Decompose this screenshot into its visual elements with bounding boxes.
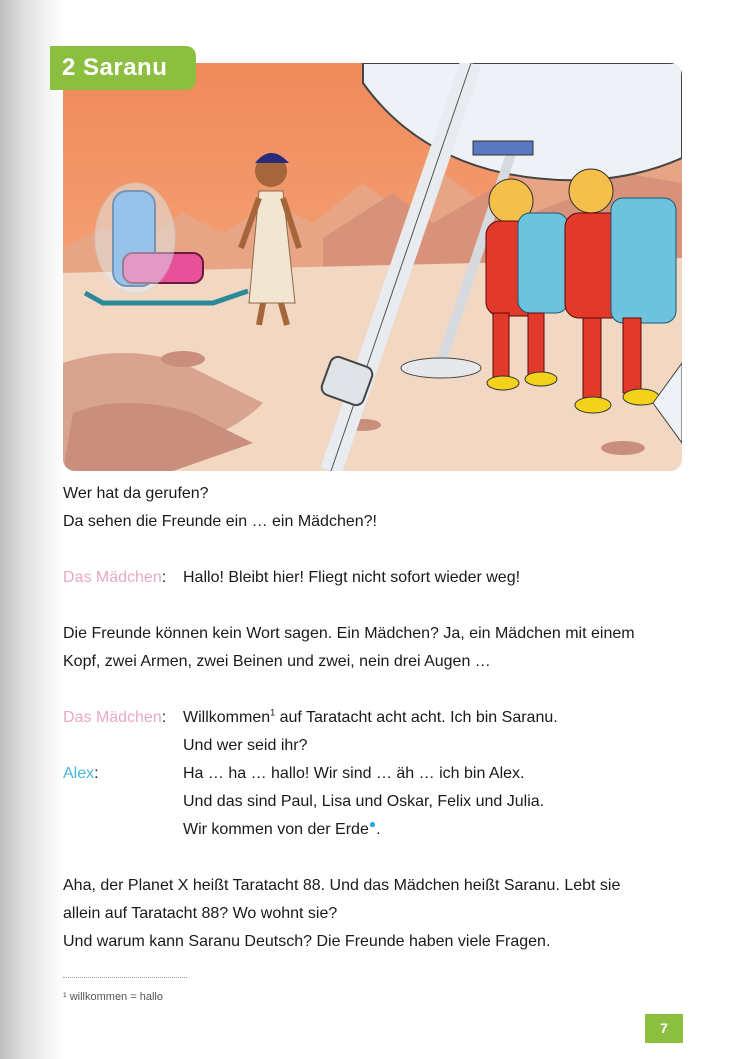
- paragraph-3: [63, 872, 620, 956]
- dialogue-block-2: [63, 704, 683, 844]
- dialogue-girl-1: [63, 564, 683, 592]
- speaker-label: Das Mädchen: [63, 569, 162, 586]
- page-gutter-shadow: [0, 0, 64, 1059]
- footnote: ¹ willkommen = hallo: [63, 991, 163, 1003]
- text-line: Kopf, zwei Armen, zwei Beinen und zwei, nein drei Augen …: [63, 653, 491, 670]
- footnote-divider: [63, 977, 187, 978]
- text-line: Die Freunde können kein Wort sagen. Ein Mädchen? Ja, ein Mädchen mit einem: [63, 625, 635, 642]
- text-line: Aha, der Planet X heißt Taratacht 88. Und das Mädchen heißt Saranu. Lebt sie: [63, 877, 621, 894]
- paragraph-2: [63, 620, 635, 676]
- glossary-marker-icon: ●: [368, 817, 377, 831]
- text-line: Da sehen die Freunde ein … ein Mädchen?!: [63, 513, 377, 530]
- footnote-ref: 1: [270, 707, 276, 718]
- speaker-colon: :: [161, 569, 167, 586]
- dialogue-line: Wir kommen von der Erde●.: [183, 817, 381, 838]
- speaker-colon: :: [161, 709, 167, 726]
- text-line: Und warum kann Saranu Deutsch? Die Freunde haben viele Fragen.: [63, 933, 551, 950]
- text-line: allein auf Taratacht 88? Wo wohnt sie?: [63, 905, 338, 922]
- speaker-colon: :: [94, 765, 99, 782]
- chapter-heading: 2 Saranu: [50, 46, 196, 90]
- speaker-label: Alex: [63, 765, 95, 782]
- speaker-label: Das Mädchen: [63, 709, 162, 726]
- dialogue-line: Willkommen$^1$ auf Taratacht acht acht. Ich bin Saranu.: [183, 707, 558, 726]
- text-line: Wer hat da gerufen?: [63, 485, 209, 502]
- story-illustration: [63, 63, 682, 471]
- dialogue-line: Ha … ha … hallo! Wir sind … äh … ich bin Alex.: [183, 765, 525, 782]
- dialogue-line: Und wer seid ihr?: [183, 737, 308, 754]
- dialogue-line: Und das sind Paul, Lisa und Oskar, Felix und Julia.: [183, 793, 545, 810]
- dialogue-line: Hallo! Bleibt hier! Fliegt nicht sofort wieder weg!: [183, 569, 521, 586]
- page-number: 7: [645, 1014, 683, 1043]
- paragraph-1: [63, 480, 377, 536]
